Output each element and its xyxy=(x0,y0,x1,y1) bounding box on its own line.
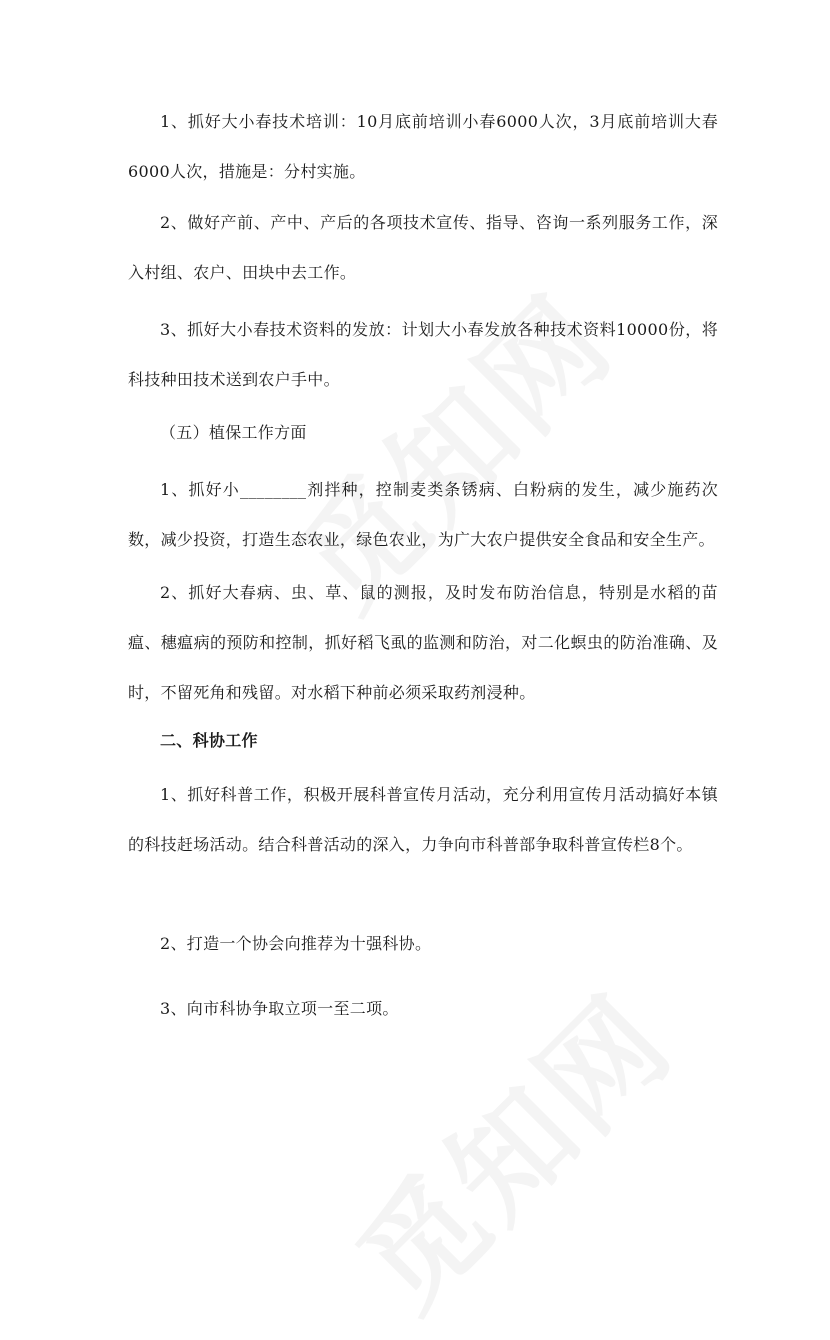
paragraph: 2、打造一个协会向推荐为十强科协。 xyxy=(160,934,432,953)
paragraph: 1、抓好科普工作，积极开展科普宣传月活动，充分利用宣传月活动搞好本镇的科技赶场活动。结合科普活动的深入，力争向市科普部争取科普宣传栏8个。 xyxy=(128,785,718,854)
section-subheading: （五）植保工作方面 xyxy=(160,423,307,442)
paragraph: 3、抓好大小春技术资料的发放：计划大小春发放各种技术资料10000份，将科技种田技术送到农户手中。 xyxy=(128,320,718,389)
paragraph: 2、抓好大春病、虫、草、鼠的测报，及时发布防治信息，特别是水稻的苗瘟、穗瘟病的预防和控制，抓好稻飞虱的监测和防治，对二化螟虫的防治准确、及时，不留死角和残留。对水稻下种前必须采取药剂浸种。 xyxy=(128,583,718,702)
paragraph: 2、做好产前、产中、产后的各项技术宣传、指导、咨询一系列服务工作，深入村组、农户、田块中去工作。 xyxy=(128,213,718,282)
paragraph: 3、向市科协争取立项一至二项。 xyxy=(160,999,399,1018)
section-heading: 二、科协工作 xyxy=(160,731,258,750)
paragraph: 1、抓好小________剂拌种，控制麦类条锈病、白粉病的发生，减少施药次数，减少投资，打造生态农业，绿色农业，为广大农户提供安全食品和安全生产。 xyxy=(128,480,718,549)
paragraph: 1、抓好大小春技术培训：10月底前培训小春6000人次，3月底前培训大春6000人次，措施是：分村实施。 xyxy=(128,112,718,181)
